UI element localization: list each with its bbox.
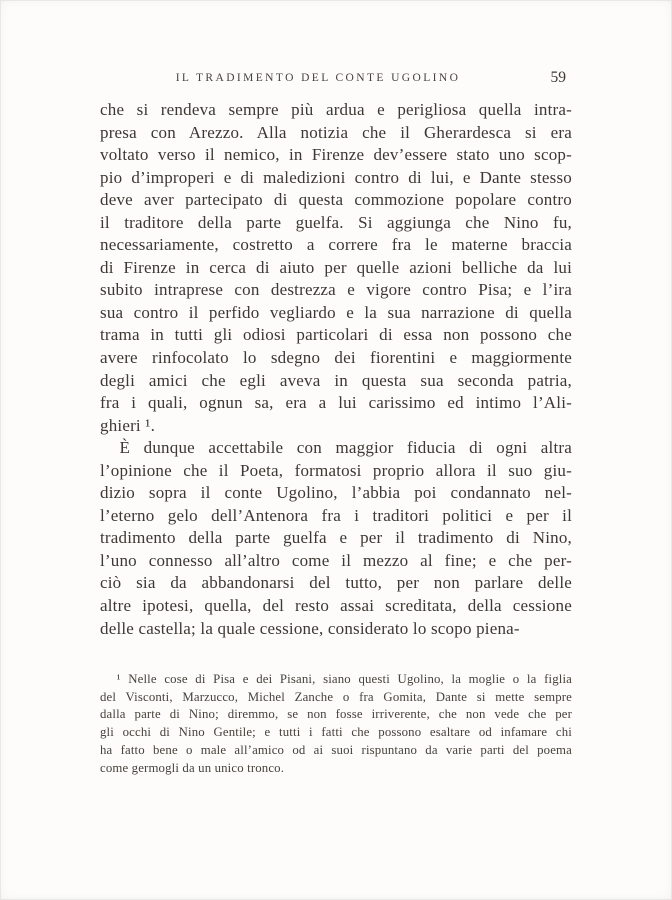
text-line: ciò sia da abbandonarsi del tutto, per non parlare delle: [100, 573, 572, 593]
footnote-line: gli occhi di Nino Gentile; e tutti i fatti che possono esaltare od infamare chi: [100, 725, 572, 740]
text-line: subito intraprese con destrezza e vigore contro Pisa; e l’ira: [100, 280, 572, 300]
footnote: [100, 671, 572, 777]
text-line: avere rinfocolato lo sdegno dei fiorentini e maggiormente: [100, 348, 572, 368]
text-line: presa con Arezzo. Alla notizia che il Gherardesca si era: [100, 122, 572, 142]
text-line: fra i quali, ognun sa, era a lui carissimo ed intimo l’Ali-: [100, 393, 572, 413]
text-line: degli amici che egli aveva in questa sua seconda patria,: [100, 370, 572, 390]
running-header-title: IL TRADIMENTO DEL CONTE UGOLINO: [175, 72, 461, 84]
text-line: sua contro il perfido vegliardo e la sua narrazione di quella: [100, 302, 572, 322]
text-line: l’opinione che il Poeta, formatosi proprio allora il suo giu-: [100, 460, 572, 480]
text-line: deve aver partecipato di questa commozione popolare contro: [100, 190, 572, 210]
text-line: dizio sopra il conte Ugolino, l’abbia poi condannato nel-: [100, 483, 572, 503]
text-line: l’eterno gelo dell’Antenora fra i traditori politici e per il: [100, 505, 572, 525]
text-line: di Firenze in cerca di aiuto per quelle azioni belliche da lui: [100, 257, 572, 277]
page-number: 59: [550, 69, 566, 86]
text-line: trama in tutti gli odiosi particolari di essa non possono che: [100, 325, 572, 345]
footnote-line: ¹ Nelle cose di Pisa e dei Pisani, siano questi Ugolino, la moglie o la figlia: [116, 672, 572, 686]
footnote-line: del Visconti, Marzucco, Michel Zanche o fra Gomita, Dante si mette sempre: [100, 689, 572, 704]
text-line: È dunque accettabile con maggior fiducia di ogni altra: [119, 438, 572, 458]
running-header: [100, 69, 572, 92]
text-line: ghieri ¹.: [100, 415, 156, 435]
footnote-line: dalla parte di Nino; diremmo, se non fosse irriverente, che non vede che per: [100, 707, 572, 722]
paragraph: [100, 99, 572, 437]
text-line: tradimento della parte guelfa e per il tradimento di Nino,: [100, 528, 572, 548]
text-line: che si rendeva sempre più ardua e perigliosa quella intra-: [100, 100, 572, 119]
text-line: voltato verso il nemico, in Firenze dev’essere stato uno scop-: [100, 145, 572, 165]
text-line: delle castella; la quale cessione, considerato lo scopo piena-: [100, 618, 520, 638]
body-text: [100, 99, 572, 640]
paragraph: [100, 437, 572, 640]
text-line: l’uno connesso all’altro come il mezzo al fine; e che per-: [100, 550, 572, 570]
text-line: altre ipotesi, quella, del resto assai screditata, della cessione: [100, 596, 572, 616]
text-line: il traditore della parte guelfa. Si aggiunga che Nino fu,: [100, 212, 572, 232]
footnote-line: come germogli da un unico tronco.: [100, 760, 285, 775]
footnote-line: ha fatto bene o male all’amico od ai suoi rispuntano da varie parti del poema: [100, 742, 572, 757]
text-line: pio d’improperi e di maledizioni contro di lui, e Dante stesso: [100, 167, 572, 187]
text-line: necessariamente, costretto a correre fra le materne braccia: [100, 235, 572, 255]
